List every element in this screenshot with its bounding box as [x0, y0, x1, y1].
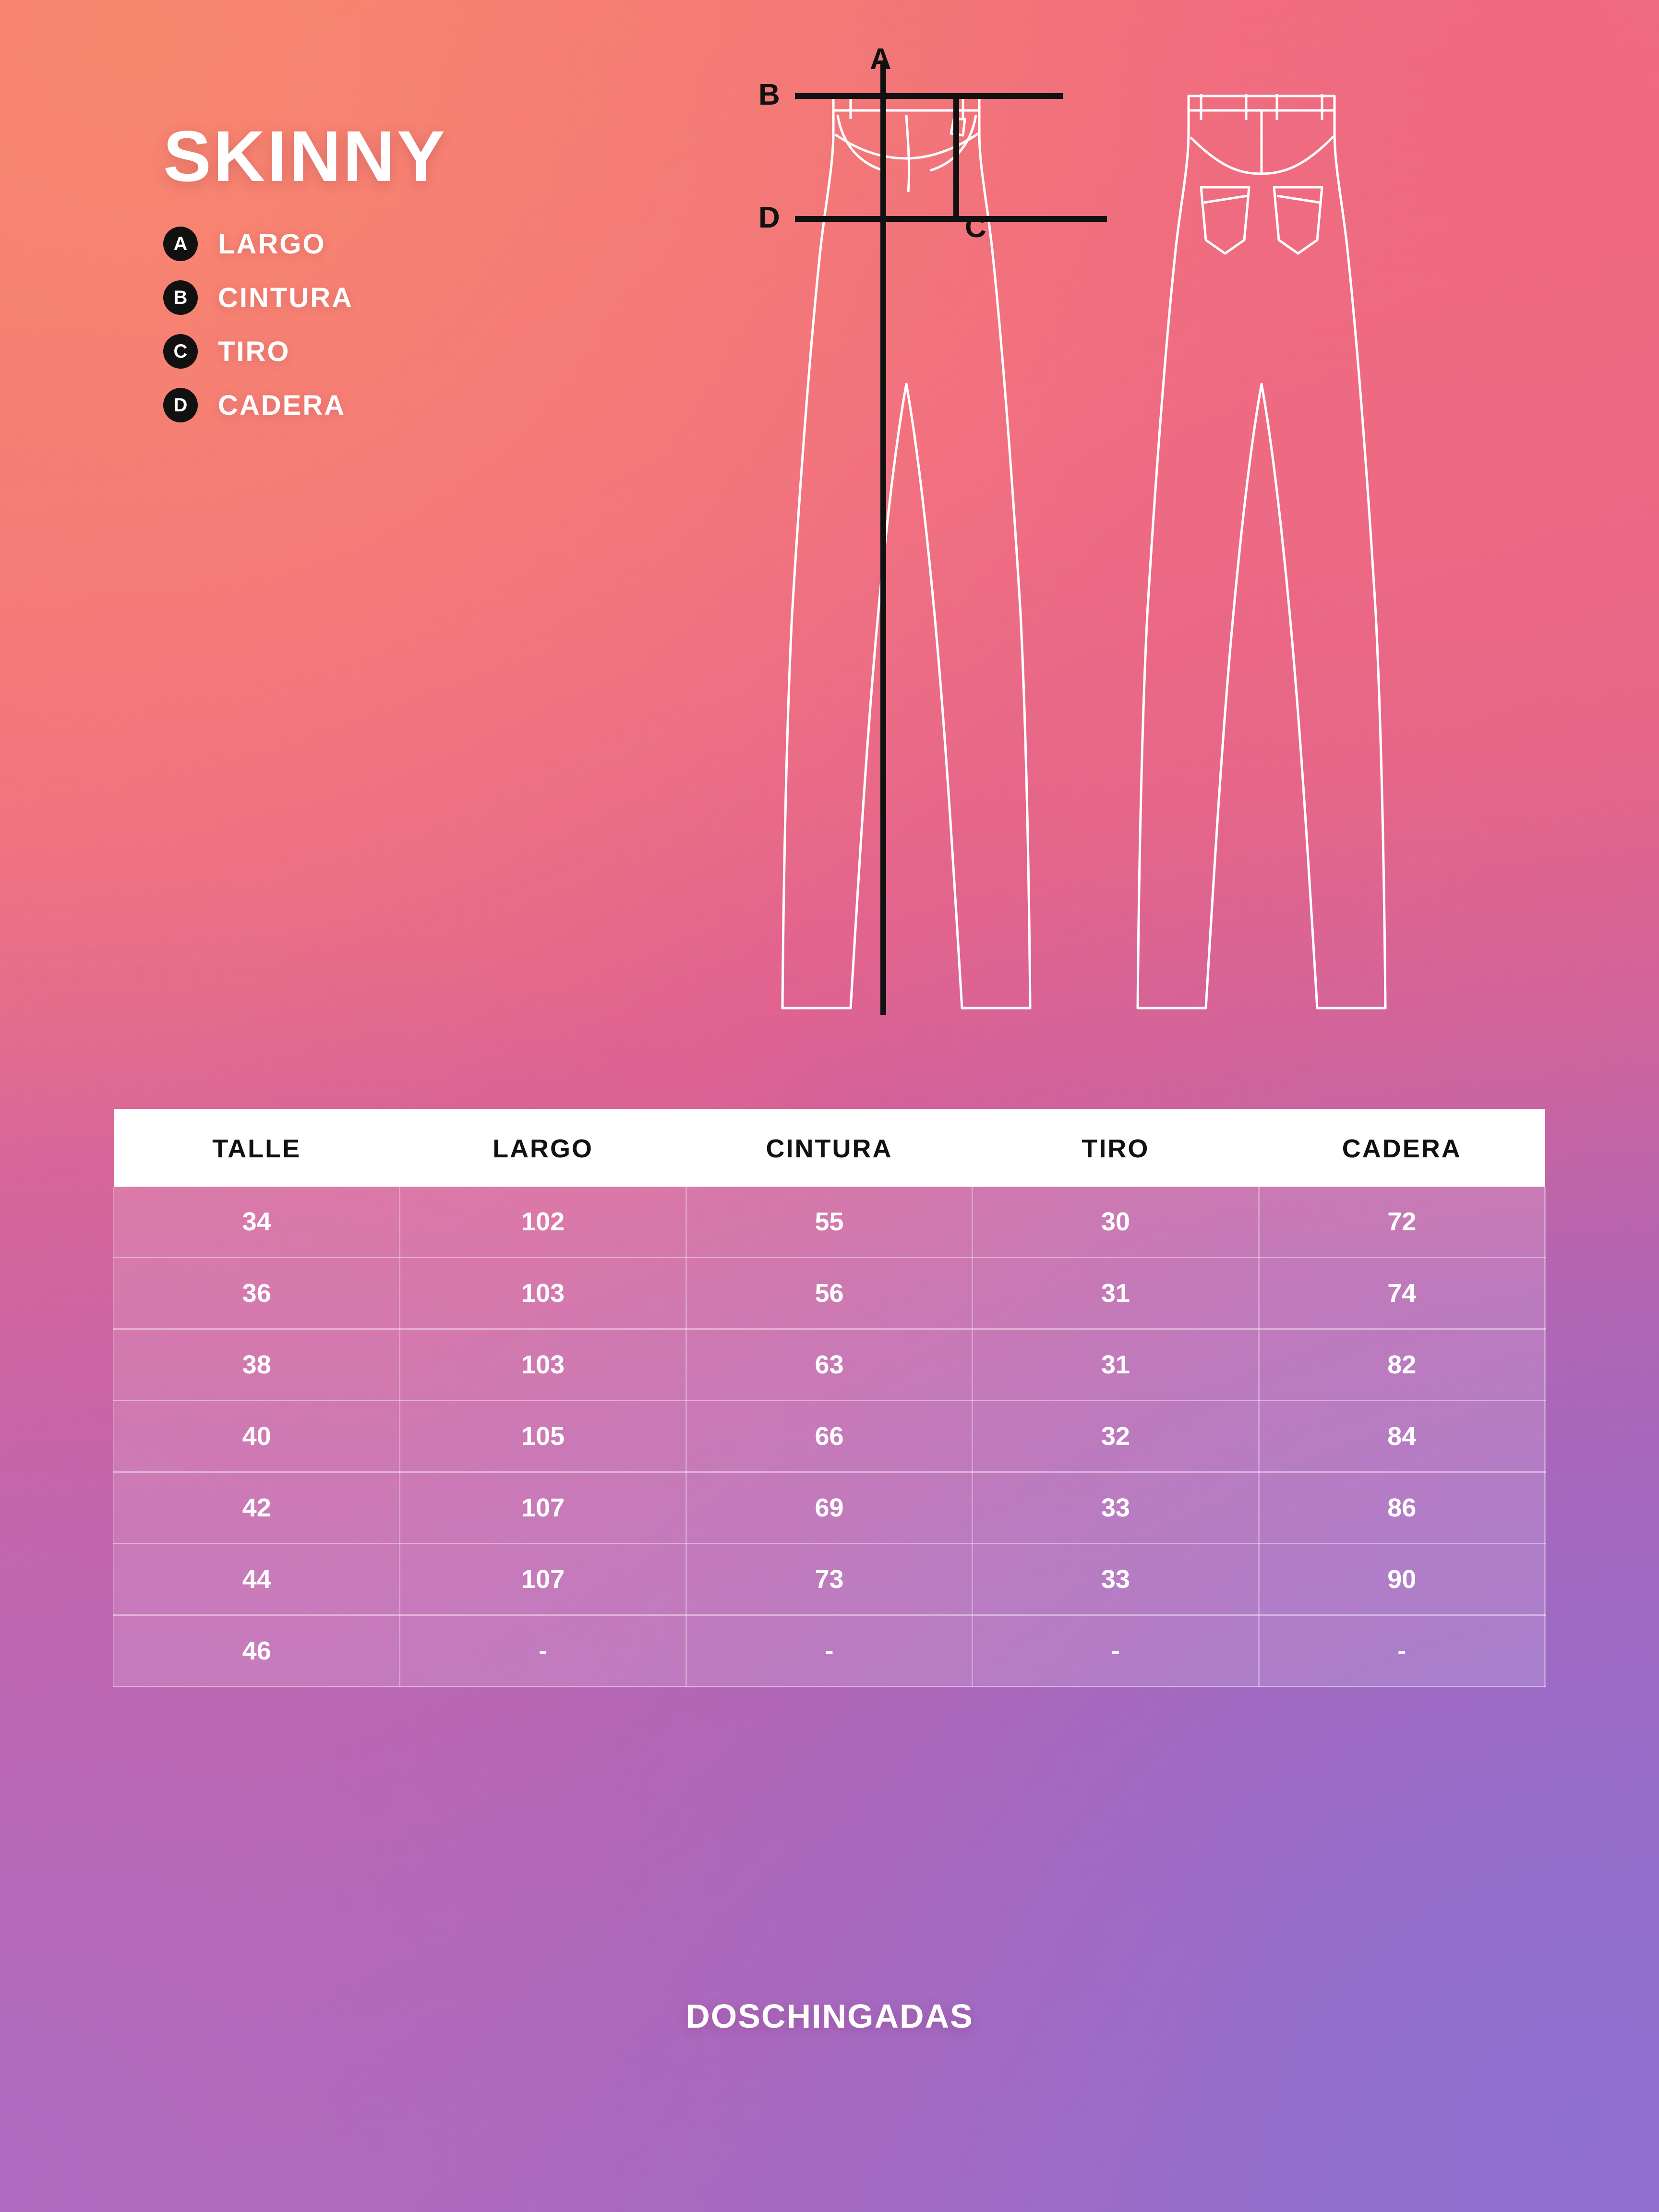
- cell-talle: 38: [114, 1329, 400, 1401]
- legend-label-cadera: CADERA: [218, 389, 346, 421]
- table-row: [114, 1401, 1545, 1472]
- column-header-cadera: CADERA: [1259, 1109, 1545, 1187]
- marker-label-d: D: [758, 201, 780, 234]
- cell-cadera: 84: [1259, 1401, 1545, 1472]
- cell-largo: -: [400, 1615, 686, 1687]
- cell-talle: 40: [114, 1401, 400, 1472]
- table-row: [114, 1544, 1545, 1615]
- legend-item-cadera: [163, 388, 595, 422]
- marker-label-b: B: [758, 78, 780, 111]
- cell-cintura: 63: [686, 1329, 972, 1401]
- marker-label-c: C: [965, 211, 986, 244]
- cell-tiro: 33: [973, 1544, 1259, 1615]
- cell-talle: 34: [114, 1187, 400, 1258]
- legend-badge-a: A: [163, 227, 198, 261]
- cell-talle: 36: [114, 1258, 400, 1329]
- cell-cintura: 73: [686, 1544, 972, 1615]
- legend-badge-d: D: [163, 388, 198, 422]
- cell-tiro: 31: [973, 1329, 1259, 1401]
- table-row: [114, 1187, 1545, 1258]
- legend-label-tiro: TIRO: [218, 336, 290, 367]
- legend-badge-c: C: [163, 334, 198, 369]
- column-header-cintura: CINTURA: [686, 1109, 972, 1187]
- table-row: [114, 1615, 1545, 1687]
- brand-footer: DOSCHINGADAS: [685, 1997, 974, 2035]
- cell-talle: 44: [114, 1544, 400, 1615]
- cell-cintura: 55: [686, 1187, 972, 1258]
- legend-label-cintura: CINTURA: [218, 282, 353, 313]
- column-header-talle: TALLE: [114, 1109, 400, 1187]
- size-table: [113, 1109, 1546, 1687]
- cell-tiro: 33: [973, 1472, 1259, 1544]
- cell-cadera: 86: [1259, 1472, 1545, 1544]
- cell-cadera: -: [1259, 1615, 1545, 1687]
- cell-talle: 46: [114, 1615, 400, 1687]
- column-header-tiro: TIRO: [973, 1109, 1259, 1187]
- column-header-largo: LARGO: [400, 1109, 686, 1187]
- cell-cintura: 69: [686, 1472, 972, 1544]
- cell-cintura: 56: [686, 1258, 972, 1329]
- cell-largo: 103: [400, 1329, 686, 1401]
- cell-cadera: 82: [1259, 1329, 1545, 1401]
- table-header-row: [114, 1109, 1545, 1187]
- legend-item-tiro: [163, 334, 595, 369]
- cell-largo: 102: [400, 1187, 686, 1258]
- jeans-back-icon: [1138, 94, 1385, 1008]
- size-table-wrapper: [113, 1109, 1546, 1687]
- table-row: [114, 1258, 1545, 1329]
- measurement-lines: [798, 63, 1104, 1012]
- cell-tiro: 30: [973, 1187, 1259, 1258]
- marker-label-a: A: [870, 48, 891, 76]
- legend: [163, 116, 595, 442]
- legend-item-largo: [163, 227, 595, 261]
- cell-tiro: -: [973, 1615, 1259, 1687]
- cell-largo: 107: [400, 1544, 686, 1615]
- legend-badge-b: B: [163, 280, 198, 315]
- jeans-illustration: [739, 48, 1584, 1104]
- cell-tiro: 32: [973, 1401, 1259, 1472]
- cell-cadera: 74: [1259, 1258, 1545, 1329]
- cell-tiro: 31: [973, 1258, 1259, 1329]
- cell-largo: 107: [400, 1472, 686, 1544]
- cell-cintura: -: [686, 1615, 972, 1687]
- cell-cadera: 90: [1259, 1544, 1545, 1615]
- cell-largo: 103: [400, 1258, 686, 1329]
- page-title: SKINNY: [163, 116, 447, 196]
- table-row: [114, 1329, 1545, 1401]
- jeans-front-icon: [782, 96, 1030, 1008]
- legend-label-largo: LARGO: [218, 228, 326, 260]
- table-row: [114, 1472, 1545, 1544]
- cell-talle: 42: [114, 1472, 400, 1544]
- cell-largo: 105: [400, 1401, 686, 1472]
- cell-cintura: 66: [686, 1401, 972, 1472]
- cell-cadera: 72: [1259, 1187, 1545, 1258]
- legend-item-cintura: [163, 280, 595, 315]
